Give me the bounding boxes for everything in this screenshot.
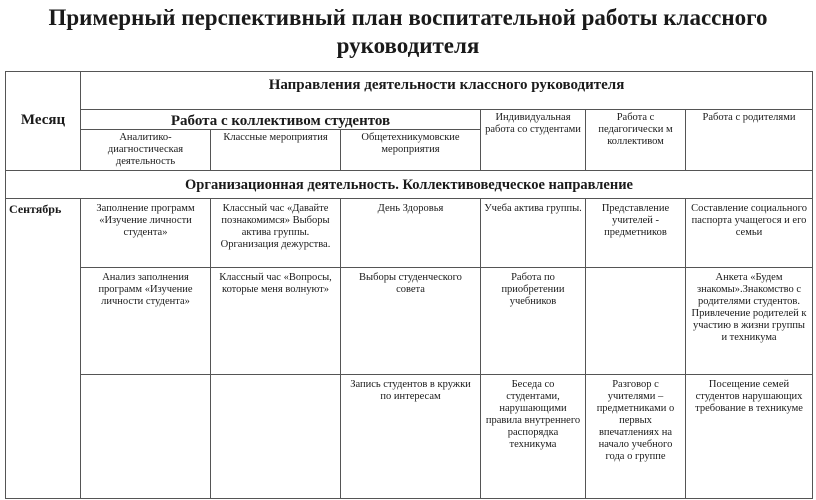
- header-row-2: [6, 110, 813, 130]
- header-row-1: [6, 72, 813, 110]
- header-month: Месяц: [6, 72, 81, 171]
- cell-college-events: Запись студентов в кружки по интересам: [341, 375, 481, 499]
- title-line-1: Примерный перспективный план воспитательной работы классного: [48, 5, 768, 30]
- cell-class-events: Классный час «Давайте познакомимся» Выборы актива группы. Организация дежурства.: [211, 199, 341, 268]
- cell-parents: Посещение семей студентов нарушающих требование в техникуме: [686, 375, 813, 499]
- plan-table: [5, 71, 813, 499]
- cell-class-events: [211, 375, 341, 499]
- header-individual: Индивидуальная работа со студентами: [481, 110, 586, 171]
- table-row: [6, 199, 813, 268]
- title-line-2: руководителя: [336, 33, 480, 58]
- cell-parents: Анкета «Будем знакомы».Знакомство с родителями студентов. Привлечение родителей к участию в жизни группы и техникума: [686, 268, 813, 375]
- month-cell: Сентябрь: [6, 199, 81, 499]
- header-parents: Работа с родителями: [686, 110, 813, 171]
- table-row: [6, 375, 813, 499]
- document-title: [0, 4, 816, 60]
- cell-college-events: Выборы студенческого совета: [341, 268, 481, 375]
- header-class-events: Классные мероприятия: [211, 130, 341, 171]
- section-row: [6, 171, 813, 199]
- cell-teachers: [586, 268, 686, 375]
- header-teachers: Работа с педагогически м коллективом: [586, 110, 686, 171]
- cell-individual: Беседа со студентами, нарушающими правила внутреннего распорядка техникума: [481, 375, 586, 499]
- section-title: Организационная деятельность. Коллективоведческое направление: [6, 171, 813, 199]
- cell-class-events: Классный час «Вопросы, которые меня волнуют»: [211, 268, 341, 375]
- cell-individual: Работа по приобретении учебников: [481, 268, 586, 375]
- table-row: [6, 268, 813, 375]
- cell-teachers: Представление учителей - предметников: [586, 199, 686, 268]
- cell-college-events: День Здоровья: [341, 199, 481, 268]
- cell-teachers: Разговор с учителями – предметниками о первых впечатлениях на начало учебного года о группе: [586, 375, 686, 499]
- header-college-events: Общетехникумовские мероприятия: [341, 130, 481, 171]
- cell-analytic: Анализ заполнения программ «Изучение личности студента»: [81, 268, 211, 375]
- cell-individual: Учеба актива группы.: [481, 199, 586, 268]
- cell-analytic: [81, 375, 211, 499]
- cell-analytic: Заполнение программ «Изучение личности студента»: [81, 199, 211, 268]
- cell-parents: Составление социального паспорта учащегося и его семьи: [686, 199, 813, 268]
- header-directions: Направления деятельности классного руководителя: [81, 72, 813, 110]
- header-work-with-team: Работа с коллективом студентов: [81, 110, 481, 130]
- header-analytic: Аналитико-диагностическая деятельность: [81, 130, 211, 171]
